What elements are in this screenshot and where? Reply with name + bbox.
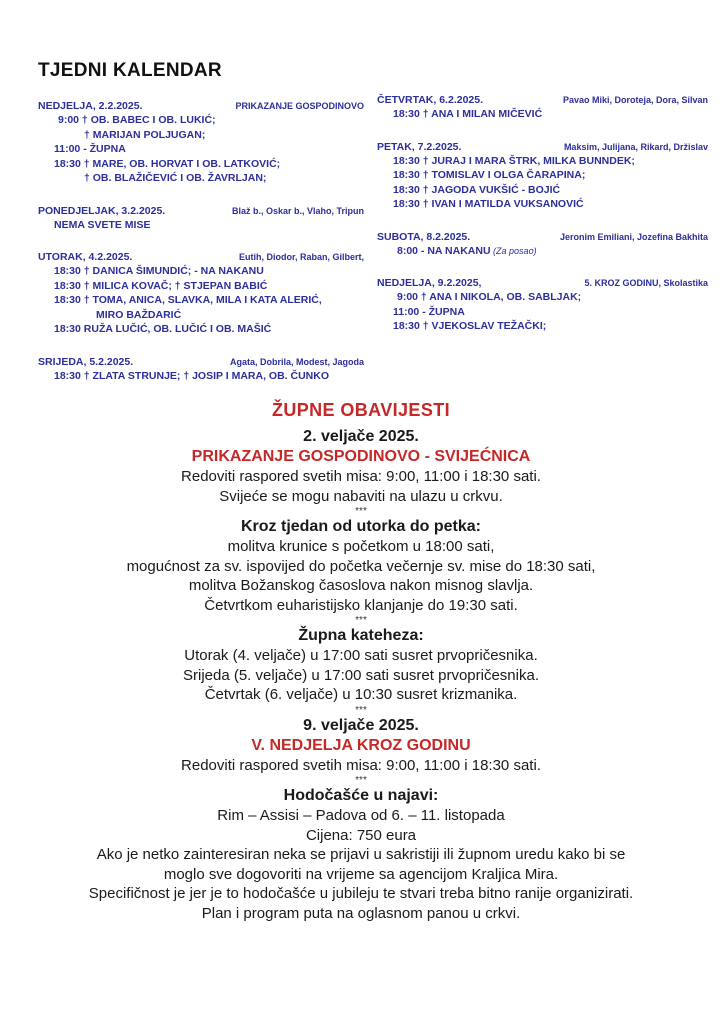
day-saints: PRIKAZANJE GOSPODINOVO — [235, 101, 364, 111]
mass-line — [377, 183, 712, 198]
day-name: NEDJELJA, 2.2.2025. — [38, 100, 143, 112]
separator: *** — [355, 704, 367, 716]
day-header — [38, 355, 368, 369]
mass-line — [377, 154, 712, 169]
notice-line: Ako je netko zainteresiran neka se prijavi u sakristiji ili župnom uredu kako bi se — [96, 846, 626, 863]
date-heading: 9. veljače 2025. — [303, 716, 419, 734]
mass-text: † MARIJAN POLJUGAN; — [84, 128, 206, 141]
day-name: ČETVRTAK, 6.2.2025. — [377, 94, 484, 106]
mass-line — [38, 113, 368, 128]
notice-block — [0, 646, 722, 705]
notice-line: molitva Božanskog časoslova nakon misnog slavlja. — [188, 577, 534, 594]
calendar-day — [377, 140, 712, 212]
mass-text: 18:30 † MILICA KOVAČ; † STJEPAN BABIĆ — [54, 279, 268, 292]
mass-text: 18:30 † JAGODA VUKŠIĆ - BOJIĆ — [393, 183, 561, 196]
day-saints: 5. KROZ GODINU, Skolastika — [584, 278, 708, 288]
calendar-day — [377, 276, 712, 334]
day-name: PETAK, 7.2.2025. — [377, 140, 462, 153]
mass-line — [377, 197, 712, 212]
section-heading: Kroz tjedan od utorka do petka: — [240, 518, 481, 535]
mass-text: 18:30 † ZLATA STRUNJE; † JOSIP I MARA, OB. ČUNKO — [54, 369, 329, 382]
notice-line: Četvrtkom euharistijsko klanjanje do 19:30 sati. — [204, 596, 518, 614]
day-header — [38, 99, 368, 113]
day-saints: Eutih, Diodor, Raban, Gilbert, — [238, 252, 364, 262]
mass-text: 18:30 † VJEKOSLAV TEŽAČKI; — [393, 320, 547, 332]
mass-text: 9:00 † ANA I NIKOLA, OB. SABLJAK; — [397, 291, 582, 303]
day-header — [38, 204, 368, 218]
mass-line — [38, 308, 368, 323]
mass-text: 18:30 † IVAN I MATILDA VUKSANOVIĆ — [393, 198, 584, 210]
mass-text: 11:00 - ŽUPNA — [393, 305, 465, 318]
mass-line — [38, 218, 368, 233]
mass-note: (Za posao) — [490, 245, 537, 256]
mass-text: MIRO BAŽDARIĆ — [96, 308, 182, 321]
section-heading: Župna kateheza: — [298, 627, 424, 644]
day-header — [377, 230, 712, 244]
day-name: PONEDJELJAK, 3.2.2025. — [38, 204, 166, 217]
mass-text: 8:00 - NA NAKANU — [397, 244, 491, 257]
calendar-title: TJEDNI KALENDAR — [38, 60, 222, 81]
calendar-day — [377, 93, 712, 122]
calendar-day — [38, 250, 368, 337]
mass-text: 18:30 † TOMISLAV I OLGA ČARAPINA; — [393, 169, 586, 181]
mass-line — [377, 290, 712, 305]
feast-title: PRIKAZANJE GOSPODINOVO - SVIJEĆNICA — [191, 448, 531, 465]
day-saints: Agata, Dobrila, Modest, Jagoda — [229, 356, 364, 367]
notice-line: Rim – Assisi – Padova od 6. – 11. listopada — [217, 807, 505, 824]
separator: *** — [355, 615, 367, 626]
notice-line: Plan i program puta na oglasnom panou u crkvi. — [201, 904, 521, 922]
feast-title: V. NEDJELJA KROZ GODINU — [251, 736, 471, 754]
calendar-day — [38, 355, 368, 384]
mass-line — [377, 319, 712, 334]
separator: *** — [355, 506, 367, 517]
mass-line — [38, 128, 368, 143]
mass-line — [38, 293, 368, 308]
notice-line: Svijeće se mogu nabaviti na ulazu u crkvu. — [219, 487, 503, 505]
notice-line: molitva krunice s početkom u 18:00 sati, — [227, 538, 495, 555]
mass-line — [377, 305, 712, 320]
calendar-right-column — [377, 93, 712, 352]
notice-line: Redoviti raspored svetih misa: 9:00, 11:00 i 18:30 sati. — [181, 756, 541, 774]
mass-text: 11:00 - ŽUPNA — [54, 143, 126, 155]
day-header — [38, 250, 368, 264]
mass-line — [38, 279, 368, 294]
notice-line: Četvrtak (6. veljače) u 10:30 susret krizmanika. — [204, 686, 518, 703]
notice-line: Cijena: 750 eura — [305, 826, 417, 844]
mass-line — [38, 171, 368, 186]
notices-heading: ŽUPNE OBAVIJESTI — [271, 400, 451, 420]
date-heading: 2. veljače 2025. — [303, 428, 419, 445]
calendar-day — [38, 99, 368, 186]
day-saints: Jeronim Emiliani, Jozefina Bakhita — [559, 231, 708, 242]
calendar-day — [38, 204, 368, 233]
notice-block — [0, 756, 722, 776]
day-saints: Maksim, Julijana, Rikard, Držislav — [563, 141, 708, 152]
separator: *** — [355, 775, 367, 786]
calendar-left-column — [38, 99, 368, 401]
day-name: SUBOTA, 8.2.2025. — [377, 230, 471, 243]
mass-line — [38, 157, 368, 172]
day-saints: Blaž b., Oskar b., Vlaho, Tripun — [231, 205, 364, 216]
notice-block — [0, 806, 722, 923]
notice-line: Srijeda (5. veljače) u 17:00 sati susret prvopričesnika. — [182, 666, 539, 684]
mass-line — [38, 264, 368, 279]
mass-text: NEMA SVETE MISE — [54, 218, 151, 231]
day-header — [377, 140, 712, 154]
section-heading: Hodočašće u najavi: — [283, 787, 439, 804]
day-name: NEDJELJA, 9.2.2025, — [377, 277, 482, 289]
notice-line: Specifičnost je jer je to hodočašće u jubileju te stvari treba bitno ranije organizirati. — [88, 885, 634, 902]
parish-notices — [0, 400, 722, 923]
mass-text: 18:30 † ANA I MILAN MIČEVIĆ — [393, 108, 543, 120]
day-name: SRIJEDA, 5.2.2025. — [38, 355, 134, 368]
mass-text: 18:30 † TOMA, ANICA, SLAVKA, MILA I KATA ALERIĆ, — [54, 294, 322, 306]
notice-line: Utorak (4. veljače) u 17:00 sati susret prvopričesnika. — [184, 647, 538, 664]
mass-text: 18:30 † JURAJ I MARA ŠTRK, MILKA BUNNDEK; — [393, 154, 635, 167]
mass-text: 18:30 † DANICA ŠIMUNDIĆ; - NA NAKANU — [54, 265, 264, 277]
day-header — [377, 93, 712, 107]
mass-line — [377, 107, 712, 122]
notice-line: moglo sve dogovoriti na vrijeme sa agencijom Kraljica Mira. — [163, 865, 559, 883]
day-header — [377, 276, 712, 290]
day-name: UTORAK, 4.2.2025. — [38, 251, 133, 263]
mass-line — [38, 369, 368, 384]
mass-text: 18:30 † MARE, OB. HORVAT I OB. LATKOVIĆ; — [54, 157, 281, 170]
calendar-day — [377, 230, 712, 259]
mass-text: 9:00 † OB. BABEC I OB. LUKIĆ; — [58, 114, 216, 126]
notice-line: Redoviti raspored svetih misa: 9:00, 11:00 i 18:30 sati. — [181, 468, 541, 485]
notice-block — [0, 467, 722, 506]
notice-line: mogućnost za sv. ispovijed do početka večernje sv. mise do 18:30 sati, — [126, 557, 596, 575]
mass-line — [377, 168, 712, 183]
mass-line — [38, 142, 368, 157]
mass-line — [38, 322, 368, 337]
notice-block — [0, 537, 722, 615]
mass-line — [377, 244, 712, 259]
mass-text: 18:30 RUŽA LUČIĆ, OB. LUČIĆ I OB. MAŠIĆ — [54, 323, 272, 335]
day-saints: Pavao Miki, Doroteja, Dora, Silvan — [562, 95, 708, 105]
mass-text: † OB. BLAŽIČEVIĆ I OB. ŽAVRLJAN; — [84, 172, 267, 184]
